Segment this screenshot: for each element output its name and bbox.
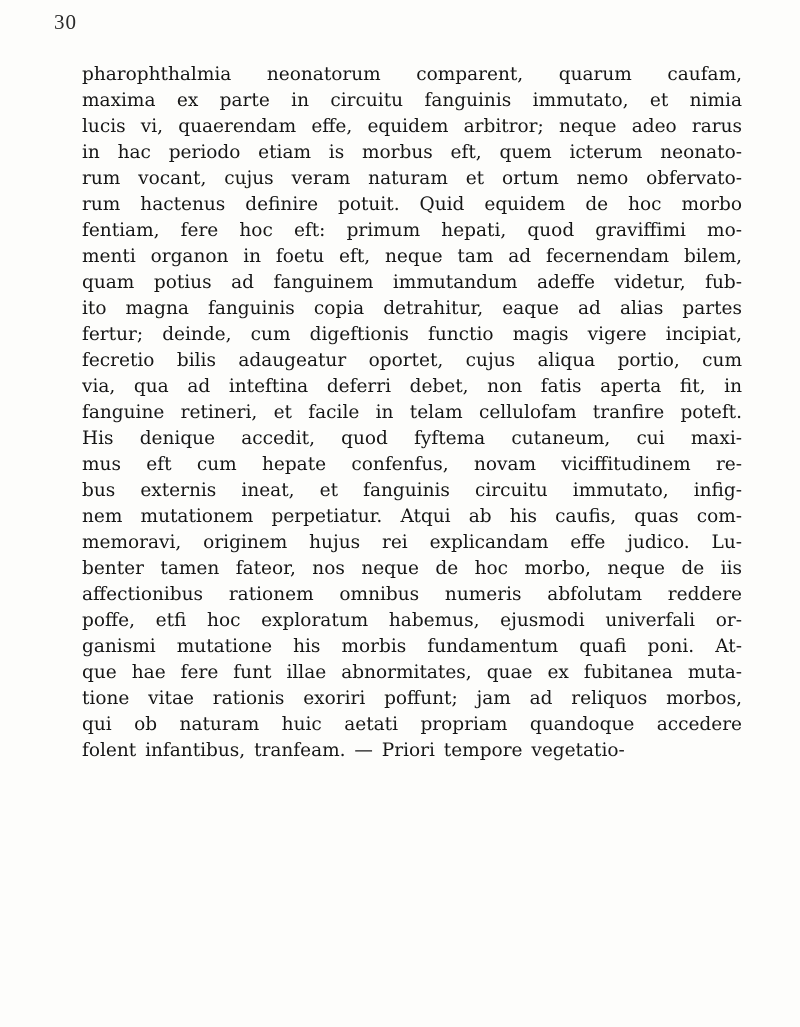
text-line: ganismi mutatione his morbis fundamentum quafi poni. At- [82,636,742,657]
text-line: qui ob naturam huic aetati propriam quandoque accedere [82,714,742,735]
text-line: lucis vi, quaerendam effe, equidem arbitror; neque adeo rarus [82,116,742,137]
text-line: affectionibus rationem omnibus numeris abfolutam reddere [82,584,742,605]
text-line: ito magna fanguinis copia detrahitur, eaque ad alias partes [82,298,742,319]
text-line: memoravi, originem hujus rei explicandam effe judico. Lu- [82,532,742,553]
text-line: rum vocant, cujus veram naturam et ortum nemo obfervato- [82,168,742,189]
text-line: fentiam, fere hoc eft: primum hepati, quod graviffimi mo- [82,220,742,241]
text-line: rum hactenus definire potuit. Quid equidem de hoc morbo [82,194,742,215]
text-line: tione vitae rationis exoriri poffunt; jam ad reliquos morbos, [82,688,742,709]
page-number: 30 [54,10,77,34]
text-line: mus eft cum hepate confenfus, novam viciffitudinem re- [82,454,742,475]
text-line: menti organon in foetu eft, neque tam ad fecernendam bilem, [82,246,742,267]
text-line: fanguine retineri, et facile in telam cellulofam tranfire poteft. [82,402,742,423]
text-line: bus externis ineat, et fanguinis circuitu immutato, infig- [82,480,742,501]
text-line: in hac periodo etiam is morbus eft, quem icterum neonato- [82,142,742,163]
text-line: pharophthalmia neonatorum comparent, quarum caufam, [82,64,742,85]
text-line: via, qua ad inteftina deferri debet, non fatis aperta fit, in [82,376,742,397]
text-line: benter tamen fateor, nos neque de hoc morbo, neque de iis [82,558,742,579]
text-line: His denique accedit, quod fyftema cutaneum, cui maxi- [82,428,742,449]
text-line: maxima ex parte in circuitu fanguinis immutato, et nimia [82,90,742,111]
text-line: quam potius ad fanguinem immutandum adeffe videtur, fub- [82,272,742,293]
text-line: poffe, etfi hoc exploratum habemus, ejusmodi univerfali or- [82,610,742,631]
text-line: nem mutationem perpetiatur. Atqui ab his caufis, quas com- [82,506,742,527]
text-line: folent infantibus, tranfeam. — Priori tempore vegetatio- [82,740,625,761]
body-text [82,62,742,764]
text-line: fecretio bilis adaugeatur oportet, cujus aliqua portio, cum [82,350,742,371]
text-line: fertur; deinde, cum digeftionis functio magis vigere incipiat, [82,324,742,345]
text-line: que hae fere funt illae abnormitates, quae ex fubitanea muta- [82,662,742,683]
